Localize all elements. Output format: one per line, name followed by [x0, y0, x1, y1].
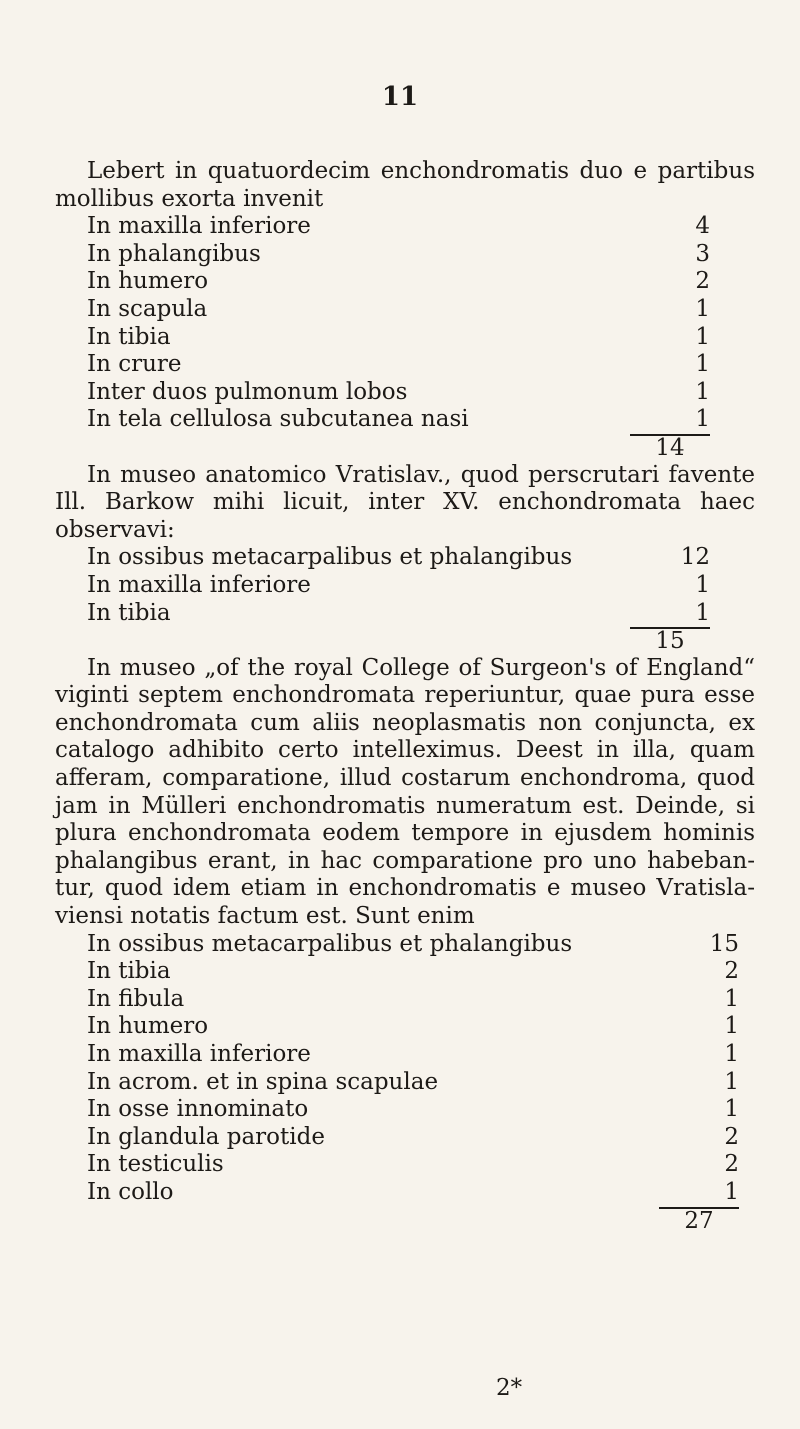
row-value: 1 [695, 599, 710, 626]
row-label: In maxilla inferiore [87, 571, 311, 598]
row-label: In maxilla inferiore [87, 1041, 311, 1067]
table-row [87, 572, 710, 600]
table-row [87, 958, 739, 986]
table-vratislav [55, 544, 755, 654]
row-label: In phalangibus [87, 240, 261, 267]
row-label: In humero [87, 1013, 209, 1040]
row-value: 1 [695, 323, 710, 350]
row-value: 15 [709, 930, 739, 957]
table-row [87, 931, 739, 959]
table-row [87, 1124, 739, 1152]
row-value: 1 [695, 378, 710, 405]
table-total: 27 [659, 1207, 739, 1235]
row-value: 1 [695, 295, 710, 322]
table-row [87, 1179, 739, 1207]
row-value: 3 [695, 240, 710, 267]
row-label: In crure [87, 351, 182, 378]
row-value: 4 [695, 213, 710, 240]
row-label: In ossibus metacarpalibus et phalangibus [87, 544, 573, 571]
row-value: 1 [724, 1013, 739, 1040]
row-label: In testiculis [87, 1151, 224, 1178]
paragraph-lebert: Lebert in quatuordecim enchondromatis duo e partibus mollibus exorta invenit [55, 158, 755, 212]
row-value: 2 [724, 958, 739, 985]
row-value: 1 [724, 1041, 739, 1067]
paragraph-vratislav: In museo anatomico Vratislav., quod perscrutari favente Ill. Barkow mihi licuit, inter XV. enchondromata haec observavi: [55, 461, 755, 543]
row-label: In tibia [87, 958, 171, 985]
table-row [87, 406, 710, 434]
table-row [87, 1151, 739, 1179]
row-value: 12 [680, 544, 710, 571]
row-value: 1 [695, 571, 710, 598]
row-value: 1 [695, 406, 710, 433]
row-label: In tibia [87, 599, 171, 626]
table-row [87, 324, 710, 352]
page-number: 11 [381, 82, 419, 112]
row-value: 2 [695, 268, 710, 295]
table-total-row [87, 627, 710, 655]
row-label: In ossibus metacarpalibus et phalangibus [87, 930, 573, 957]
row-label: In tela cellulosa subcutanea nasi [87, 406, 469, 433]
table-row [87, 351, 710, 379]
row-label: In acrom. et in spina scapulae [87, 1068, 439, 1095]
row-label: In glandula parotide [87, 1123, 325, 1150]
table-row [87, 379, 710, 407]
row-value: 1 [724, 985, 739, 1012]
table-row [87, 213, 710, 241]
row-value: 2 [724, 1151, 739, 1178]
table-row [87, 296, 710, 324]
table-row [87, 986, 739, 1014]
table-row [87, 241, 710, 269]
row-label: In fibula [87, 985, 185, 1012]
table-row [87, 600, 710, 628]
table-row [87, 1013, 739, 1041]
table-total: 14 [630, 434, 710, 462]
table-total: 15 [630, 627, 710, 655]
row-label: In maxilla inferiore [87, 213, 311, 240]
row-label: In osse innominato [87, 1096, 309, 1123]
page-content [55, 158, 755, 1234]
table-lebert [55, 213, 755, 461]
row-value: 2 [724, 1123, 739, 1150]
table-row [87, 1041, 739, 1069]
paragraph-royal-college: In museo „of the royal College of Surgeon's of England“ viginti septem enchondromata reperiuntur, quae pura esse enchondromata cum aliis neoplasmatis non conjuncta, ex catalogo adhibito certo intelleximus. Deest in illa, quam afferam, comparatione, illud costarum enchondroma, quod jam in Mülleri enchondromatis numeratum est. Deinde, si plura enchondromata eodem tempore in ejusdem hominis phalangibus erant, in hac comparatione pro uno habeban-tur, quod idem etiam in enchondromatis e museo Vratisla-viensi notatis factum est. Sunt enim [55, 654, 755, 930]
table-royal-college [55, 931, 755, 1235]
table-row [87, 268, 710, 296]
table-total-row [87, 434, 710, 462]
table-total-row [87, 1207, 739, 1235]
table-row [87, 1096, 739, 1124]
row-value: 1 [724, 1178, 739, 1205]
row-label: In tibia [87, 323, 171, 350]
row-value: 1 [724, 1096, 739, 1123]
row-label: In scapula [87, 295, 208, 322]
row-value: 1 [724, 1068, 739, 1095]
table-row [87, 544, 710, 572]
row-label: In collo [87, 1178, 174, 1205]
row-label: Inter duos pulmonum lobos [87, 378, 408, 405]
signature-mark: 2* [496, 1375, 523, 1401]
row-value: 1 [695, 351, 710, 378]
table-row [87, 1069, 739, 1097]
row-label: In humero [87, 268, 209, 295]
